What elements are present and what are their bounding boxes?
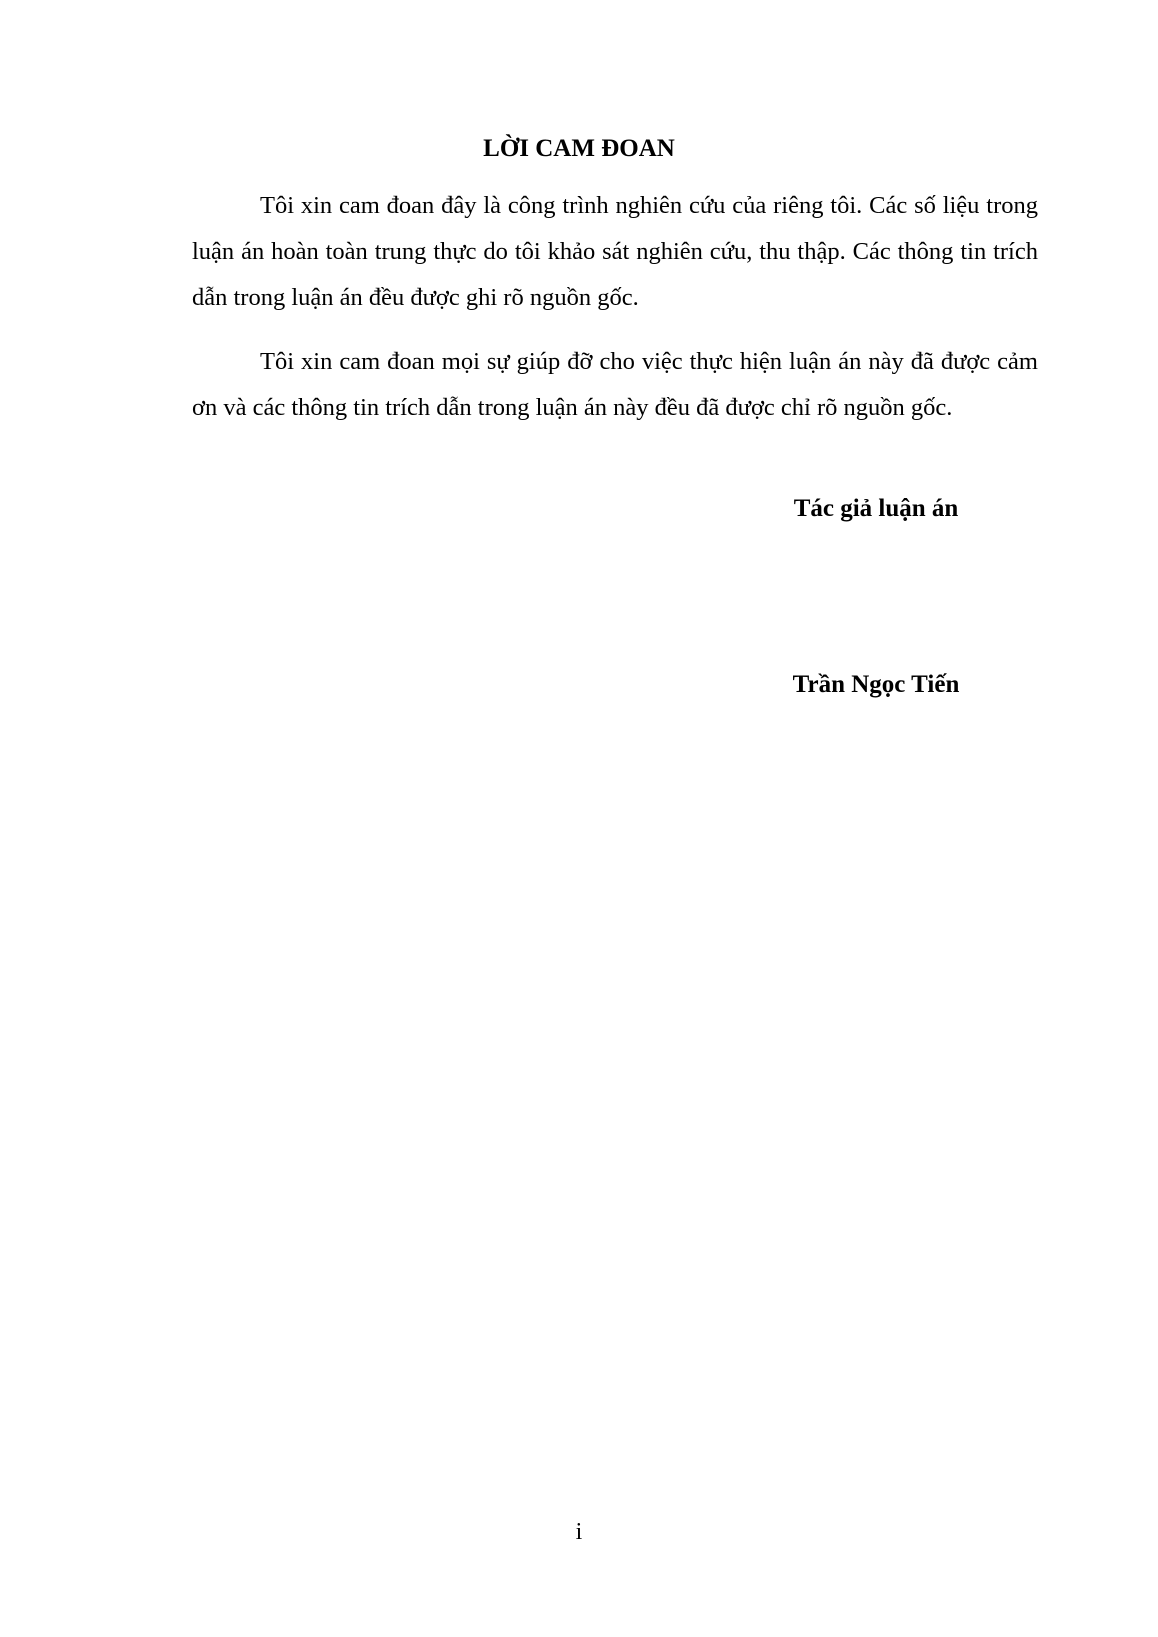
declaration-paragraph-1: Tôi xin cam đoan đây là công trình nghiên cứu của riêng tôi. Các số liệu trong luận án hoàn toàn trung thực do tôi khảo sát nghiên cứu, thu thập. Các thông tin trích dẫn trong luận án đều được ghi rõ nguồn gốc. <box>192 192 1038 311</box>
author-name: Trần Ngọc Tiến <box>792 671 960 698</box>
page-title: LỜI CAM ĐOAN <box>483 135 675 162</box>
page-number: i <box>575 1519 583 1545</box>
declaration-paragraph-2: Tôi xin cam đoan mọi sự giúp đỡ cho việc thực hiện luận án này đã được cảm ơn và các thông tin trích dẫn trong luận án này đều đã được chỉ rõ nguồn gốc. <box>192 348 1038 421</box>
signature-label: Tác giả luận án <box>793 495 959 522</box>
